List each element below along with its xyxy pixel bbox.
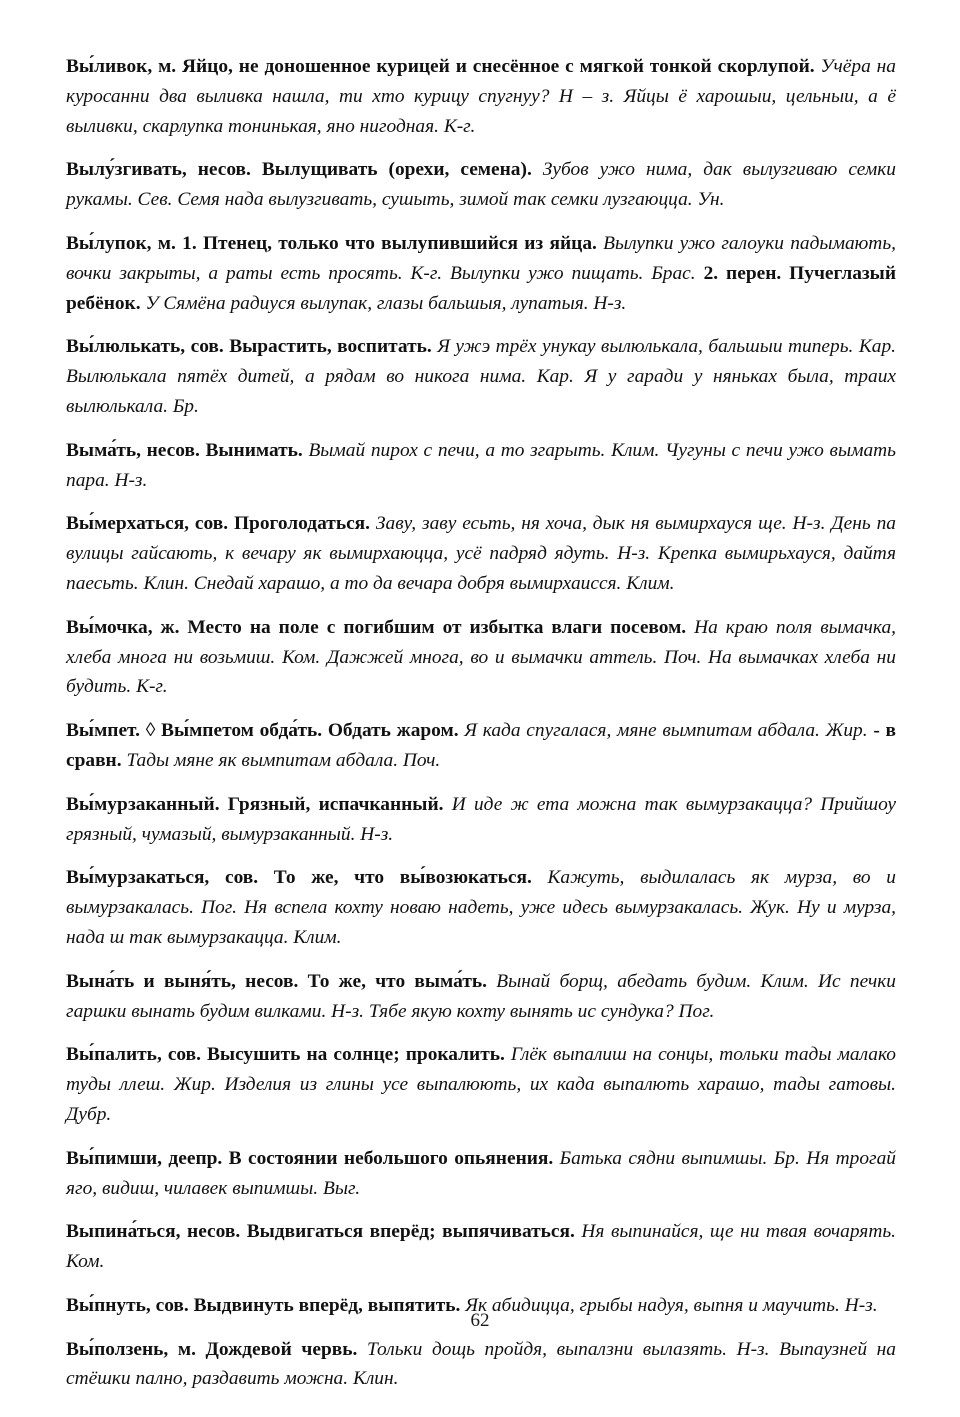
dictionary-entry [66, 1040, 896, 1129]
entry-examples: Кажуть, выдилалась як мурза, во и вымурзакалась. Пог. Ня вспела кохту новаю надеть, уже идесь вымурзакалась. Жук. Ну и мурза, нада ш так вымурзакацца. Клим. [66, 867, 897, 948]
dictionary-entry [66, 52, 896, 141]
entry-headword: Вы́пимши, деепр. В состоянии небольшого опьянения. [66, 1147, 554, 1169]
dictionary-entry [66, 332, 896, 421]
entry-sense-2-headword: 2. перен. Пучеглазый ребёнок. [66, 262, 896, 314]
entry-examples: Вылупки ужо галоуки падымають, вочки закрыты, а раты есть просять. К-г. Вылупки ужо пищать. Брас. [66, 232, 896, 284]
entry-headword: Вына́ть и выня́ть, несов. То же, что выма́ть. [66, 970, 487, 992]
entry-headword: Вы́мурзаканный. Грязный, испачканный. [66, 793, 444, 815]
entry-examples: На краю поля вымачка, хлеба многа ни возьмиш. Ком. Дажжей многа, во и вымачки аттель. Поч. На вымачках хлеба ни будить. К-г. [66, 616, 896, 698]
entry-headword: Вы́люлькать, сов. Вырастить, воспитать. [66, 336, 432, 358]
dictionary-entry [66, 509, 896, 598]
entry-examples: Зубов ужо нима, дак вылузгиваю семки рукамы. Сев. Семя нада вылузгивать, сушыть, зимой так семки лузгаюцца. Ун. [66, 159, 896, 211]
entry-examples: И иде ж ета можна так вымурзакацца? Прийшоу грязный, чумазый, вымурзаканный. Н-з. [66, 793, 896, 845]
dictionary-entry [66, 1217, 896, 1277]
entry-examples: Заву, заву есьть, ня хоча, дык ня вымирхауся ще. Н-з. День па вулицы гайсають, к вечару як вымирхаюцца, усё падряд ядуть. Н-з. Крепка вымирьхауся, дайтя паесьть. Клин. Снедай харашо, а то да вечара добря вымирхаисся. Клим. [66, 513, 896, 594]
dictionary-entry [66, 790, 896, 850]
dictionary-entry [66, 1144, 896, 1204]
entry-examples: Батька сядни выпимшы. Бр. Ня трогай яго, видиш, чилавек выпимшы. Выг. [66, 1147, 896, 1199]
dictionary-entry [66, 1335, 896, 1395]
entry-headword: Вы́лупок, м. 1. Птенец, только что вылупившийся из яйца. [66, 232, 597, 254]
entry-examples-secondary: Тады мяне як вымпитам абдала. Поч. [126, 749, 441, 771]
entry-examples: Тольки дощь пройдя, выпалзни вылазять. Н-з. Выпаузней на стёшки пално, раздавить можна. Клин. [66, 1338, 896, 1390]
entry-sense-2-examples: У Сямёна радиуся вылупак, глазы бальшыя, лупатыя. Н-з. [145, 292, 627, 314]
entry-subheadword: Вы́мпетом обда́ть. Обдать жаром. [161, 720, 459, 742]
entry-examples: Ня выпинайся, ще ни твая вочарять. Ком. [66, 1221, 896, 1273]
dictionary-entry [66, 863, 896, 952]
entry-headword: Выма́ть, несов. Вынимать. [66, 439, 303, 461]
entry-headword: Вылу́згивать, несов. Вылущивать (орехи, семена). [66, 159, 532, 181]
entry-examples: Учёра на куросанни два выливка нашла, ти хто курицу спугнуу? Н – з. Яйцы ё харошыи, цельныи, а ё выливки, скарлупка тонинькая, яно нигодная. К-г. [66, 56, 896, 137]
page-number: 62 [470, 1310, 490, 1331]
entry-headword: Вы́мурзакаться, сов. То же, что вы́возюкаться. [66, 867, 532, 889]
entry-examples: Вымай пирох с печи, а то згарыть. Клим. Чугуны с печи ужо вымать пара. Н-з. [66, 439, 896, 491]
entry-examples: Як абидицца, грыбы надуя, выпня и маучить. Н-з. [465, 1294, 878, 1316]
entry-examples: Вынай борщ, абедать будим. Клим. Ис печки гаршки вынать будим вилками. Н-з. Тябе якую кохту вынять ис сундука? Пог. [66, 970, 896, 1022]
entry-headword: Выпина́ться, несов. Выдвигаться вперёд; выпячиваться. [66, 1221, 575, 1243]
dictionary-entry [66, 229, 896, 318]
entry-headword: Вы́палить, сов. Высушить на солнце; прокалить. [66, 1044, 505, 1066]
entry-headword: Вы́мерхаться, сов. Проголодаться. [66, 513, 371, 535]
entry-examples: Я ужэ трёх унукау вылюлькала, бальшыи типерь. Кар. Вылюлькала пятёх дитей, а рядам во никога нима. Кар. Я у гаради у няньках была, траих вылюлькала. Бр. [66, 336, 896, 417]
entry-examples: Глёк выпалиш на сонцы, тольки тады малако туды ллеш. Жир. Изделия из глины усе выпалюють, их када выпалють харашо, тады гатовы. Дубр. [66, 1044, 896, 1125]
entry-headword: Вы́ливок, м. Яйцо, не доношенное курицей и снесённое с мягкой тонкой скорлупой. [66, 56, 815, 77]
dictionary-entry [66, 716, 896, 776]
entry-usage-label: - в сравн. [66, 720, 896, 771]
entry-examples: Я када спугалася, мяне вымпитам абдала. Жир. [464, 720, 868, 742]
dictionary-entry [66, 155, 896, 215]
dictionary-entry [66, 967, 896, 1027]
dictionary-entry [66, 436, 896, 496]
dictionary-entry [66, 613, 896, 702]
lozenge-icon: ◊ [145, 720, 156, 742]
entry-column [66, 52, 896, 1394]
entry-headword: Вы́пнуть, сов. Выдвинуть вперёд, выпятить. [66, 1294, 461, 1316]
entry-headword: Вы́мочка, ж. Место на поле с погибшим от избытка влаги посевом. [66, 616, 687, 638]
entry-headword: Вы́ползень, м. Дождевой червь. [66, 1338, 358, 1360]
entry-headword: Вы́мпет. [66, 720, 140, 742]
